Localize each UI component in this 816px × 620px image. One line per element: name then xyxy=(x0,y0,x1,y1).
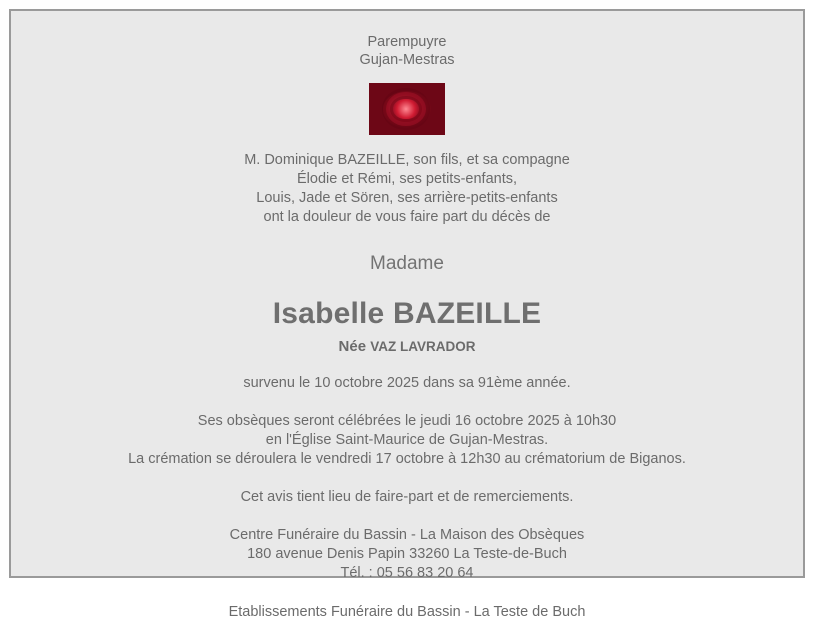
funeral-home-line-1: Centre Funéraire du Bassin - La Maison des Obsèques xyxy=(229,527,585,543)
maiden-name-value: VAZ LAVRADOR xyxy=(370,339,476,354)
family-line-1: M. Dominique BAZEILLE, son fils, et sa compagne xyxy=(244,152,570,168)
funeral-home-line-2: 180 avenue Denis Papin 33260 La Teste-de-Buch xyxy=(247,546,567,562)
location-line-1: Parempuyre xyxy=(367,34,447,50)
family-line-2: Élodie et Rémi, ses petits-enfants, xyxy=(296,171,518,187)
ceremony-line-3: La crémation se déroulera le vendredi 17 octobre à 12h30 au crématorium de Biganos. xyxy=(128,451,686,467)
family-line-3: Louis, Jade et Sören, ses arrière-petits-enfants xyxy=(256,190,558,206)
thanks-line: Cet avis tient lieu de faire-part et de remerciements. xyxy=(240,489,574,505)
maiden-name-line xyxy=(11,338,803,355)
death-notice-card xyxy=(9,9,805,620)
deceased-name: Isabelle BAZEILLE xyxy=(272,297,542,330)
rose-image-wrapper xyxy=(11,83,803,135)
establishment-line: Etablissements Funéraire du Bassin - La Teste de Buch xyxy=(228,604,586,620)
maiden-name-prefix: Née xyxy=(338,338,371,355)
family-block xyxy=(11,151,803,227)
location-line-2: Gujan-Mestras xyxy=(359,52,455,68)
honorific-title: Madame xyxy=(370,253,444,274)
locations-block xyxy=(11,33,803,69)
funeral-home-phone: Tél. : 05 56 83 20 64 xyxy=(340,565,474,581)
rose-icon xyxy=(369,83,445,135)
notice-content xyxy=(11,11,803,620)
ceremony-line-1: Ses obsèques seront célébrées le jeudi 16 octobre 2025 à 10h30 xyxy=(197,413,617,429)
family-line-4: ont la douleur de vous faire part du décès de xyxy=(263,209,551,225)
ceremony-line-2: en l'Église Saint-Maurice de Gujan-Mestras. xyxy=(265,432,549,448)
death-date-line: survenu le 10 octobre 2025 dans sa 91ème année. xyxy=(243,375,571,391)
funeral-home-block xyxy=(11,526,803,583)
ceremony-block xyxy=(11,412,803,469)
